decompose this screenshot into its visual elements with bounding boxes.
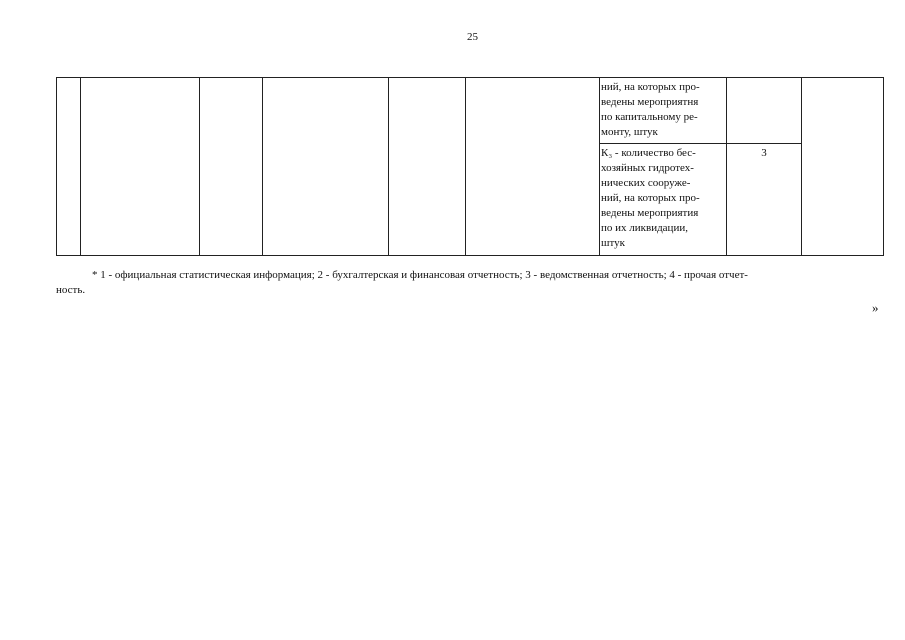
empty-cell — [200, 78, 263, 256]
indicator-cell-continued: ний, на которых про- ведены мероприятня по капитальному ре- монту, штук — [600, 78, 727, 144]
value-cell — [727, 78, 802, 144]
indicator-cell-k3: К₃ - количество бес- хозяйных гидротех- нических сооруже- ний, на которых про- ведены мероприятия по их ликвидации, штук — [600, 144, 727, 256]
table-row — [57, 78, 884, 144]
closing-quote-mark: » — [872, 300, 879, 315]
page-number: 25 — [467, 31, 478, 43]
indicator-table — [56, 77, 884, 256]
empty-cell — [81, 78, 200, 256]
empty-cell — [263, 78, 389, 256]
value-cell: 3 — [727, 144, 802, 256]
footnote: * 1 - официальная статистическая информация; 2 - бухгалтерская и финансовая отчетность; 3 - ведомственная отчетность; 4 - прочая отчет- ность. — [56, 269, 748, 296]
empty-cell-number — [57, 78, 81, 256]
empty-cell — [389, 78, 466, 256]
empty-cell — [466, 78, 600, 256]
empty-cell-source — [802, 78, 884, 256]
